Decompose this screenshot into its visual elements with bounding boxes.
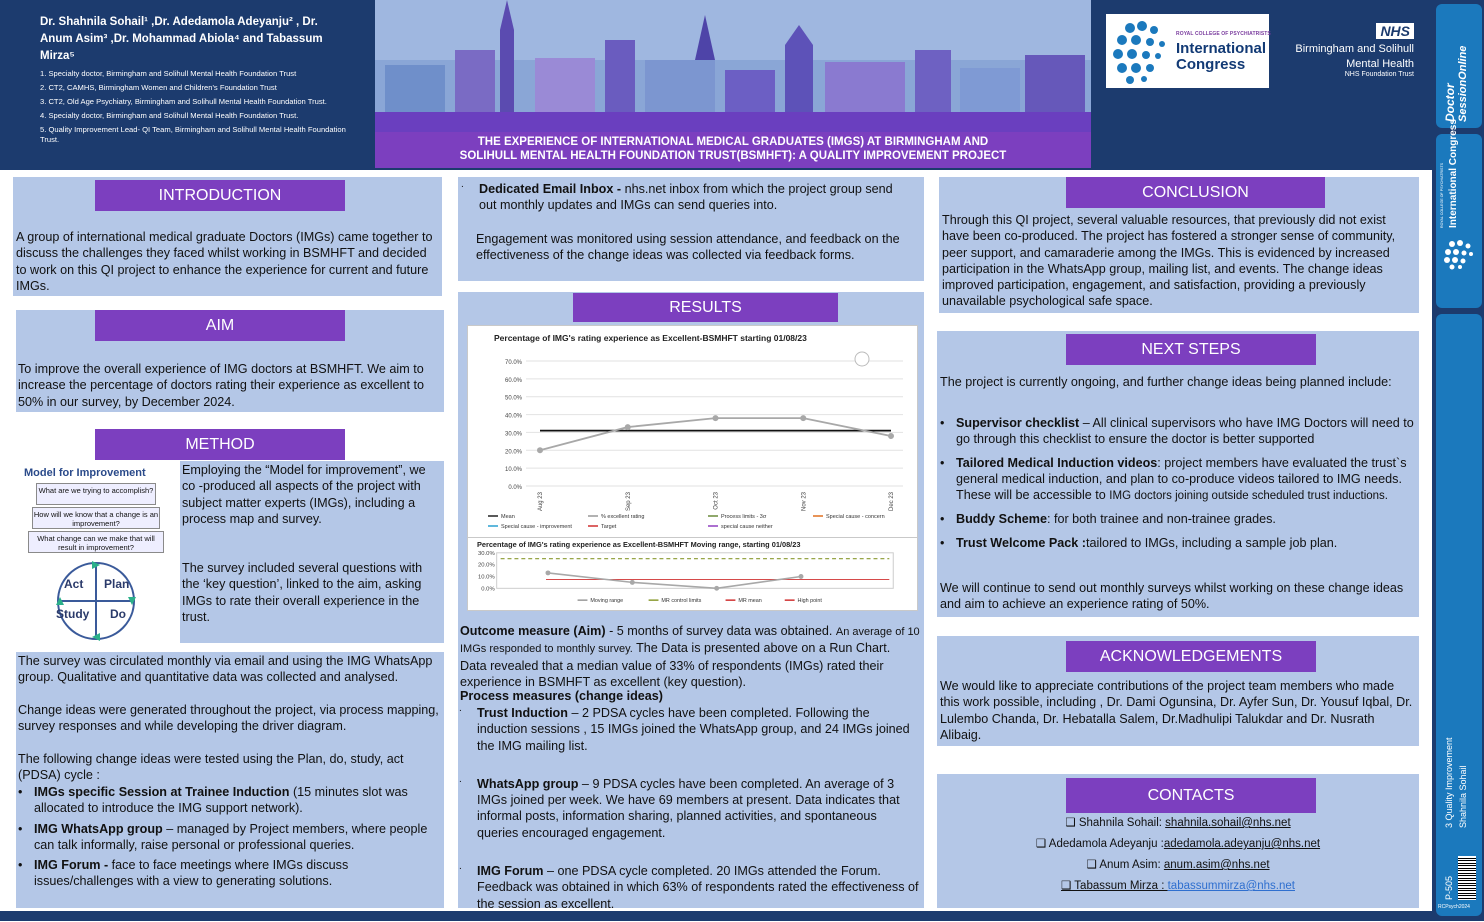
chart-1-legend-label: Special cause - concern <box>826 514 885 520</box>
dedicated-email-item <box>461 181 911 224</box>
chart-1-legend-label: Target <box>601 524 617 530</box>
chart-2-point <box>714 586 719 591</box>
barcode-icon <box>1458 856 1476 900</box>
moving-range-chart <box>468 537 917 611</box>
affiliation-5: 5. Quality Improvement Lead- QI Team, Birmingham and Solihull Mental Health Foundation Trust. <box>40 125 346 144</box>
presenter-label: Shahnila Sohail <box>1458 765 1468 828</box>
outcome-text-1: - 5 months of survey data was obtained. <box>605 624 836 638</box>
process-measure-1-text: – 2 PDSA cycles have been completed. Following the induction sessions , 15 IMGs joined the WhatsApp group, and 24 IMGs joined the IMG mailing list. <box>477 706 910 753</box>
chart-1-legend-label: special cause neither <box>721 524 773 530</box>
next-steps-list <box>938 415 1416 558</box>
next-step-3-text: : for both trainee and non-trainee grades. <box>1046 512 1276 527</box>
conclusion-text: Through this QI project, several valuable resources, that previously did not exist have been co-produced. The project has fostered a stronger sense of community, peer support, and camaraderie among the IMGs. This is evidenced by increased participation in the WhatsApp group, mailing list, and events. The change ideas improved participation, engagement, and satisfaction, providing a previously unavailable psychological safe space. <box>942 213 1396 309</box>
contact-3-email-link[interactable]: anum.asim@nhs.net <box>1163 859 1270 871</box>
contacts-list <box>937 813 1419 897</box>
outcome-title: Outcome measure (Aim) <box>460 624 606 638</box>
footer-label: RCPsych2024 <box>1438 904 1470 910</box>
introduction-text: A group of international medical graduate Doctors (IMGs) came together to discuss the challenges they faced whilst working in BSMHFT and decided to work on this QI project to enhance the experience for current and future IMGs. <box>16 230 433 293</box>
nhs-logo: NHS <box>1376 23 1414 39</box>
method-paragraph-4: Change ideas were generated throughout the project, via process mapping, survey responses and while developing the driver diagram. <box>18 703 439 734</box>
pdsa-do: Do <box>110 607 126 621</box>
rcpsych-small-text: ROYAL COLLEGE OF PSYCHIATRISTS <box>1176 31 1271 37</box>
method-paragraph-2: The survey included several questions with the ‘key question’, linked to the aim, asking IMGs to rate their overall experience in the trust. <box>182 561 423 624</box>
rcpsych-congress: Congress <box>1176 56 1246 73</box>
model-question-1: What are we trying to accomplish? <box>36 483 156 505</box>
run-charts <box>467 325 918 611</box>
change-idea-1-title: IMGs specific Session at Trainee Induction <box>34 785 290 799</box>
chart-1-ytick: 30.0% <box>504 431 522 438</box>
chart-1-ytick: 10.0% <box>504 467 522 474</box>
poster-title-line-2: SOLIHULL MENTAL HEALTH FOUNDATION TRUST(BSMHFT): A QUALITY IMPROVEMENT PROJECT <box>459 150 1007 162</box>
next-step-2-small: IMG doctors joining outside scheduled trust inductions. <box>1109 490 1389 503</box>
chart-1-xtick: Oct 23 <box>713 492 720 510</box>
chart-2-moving-range-line <box>548 573 801 588</box>
model-heading: Model for Improvement <box>24 467 146 479</box>
chart-1-point <box>888 433 894 439</box>
next-steps-intro: The project is currently ongoing, and further change ideas being planned include: <box>940 375 1392 389</box>
chart-1-point <box>537 447 543 453</box>
chart-1-xtick: Nov 23 <box>801 492 808 512</box>
chart-2-title: Percentage of IMG's rating experience as Excellent-BSMHFT Moving range, starting 01/08/23 <box>476 539 801 549</box>
next-steps-outro: We will continue to send out monthly surveys whilst working on these change ideas and aim to achieve an experience rating of 50%. <box>940 581 1404 612</box>
next-step-1-title: Supervisor checklist <box>956 416 1080 430</box>
next-step-1 <box>938 415 1416 448</box>
model-question-3: What change can we make that will result in improvement? <box>28 531 164 553</box>
contact-4-name: ❑ Tabassum Mirza : <box>1061 880 1168 892</box>
results-title: RESULTS <box>573 293 838 322</box>
chart-2-legend-label: MR mean <box>738 598 762 605</box>
contact-row-3 <box>937 855 1419 876</box>
chart-1-ytick: 40.0% <box>504 413 522 420</box>
doctor-session-online-badge <box>1436 4 1482 128</box>
conclusion-title: CONCLUSION <box>1066 177 1325 208</box>
affiliation-1: 1. Specialty doctor, Birmingham and Solihull Mental Health Foundation Trust <box>40 69 297 78</box>
acknowledgements-text: We would like to appreciate contributions of the project team members who made this work possible, including , Dr. Dami Ogunsina, Dr. Ayfer Sun, Dr. Yousuf Iqbal, Dr. Lulembo Chanda, Dr. Hebatalla Salem, Dr.Madhulipi Talukdar and Dr. Nusrath Alibaig. <box>940 679 1413 742</box>
chart-2-ytick: 30.0% <box>477 550 495 557</box>
next-step-4 <box>938 535 1416 551</box>
aim-text: To improve the overall experience of IMG doctors at BSMHFT. We aim to increase the percentage of doctors rating their experience as excellent to 50% in our survey, by December 2024. <box>18 362 425 409</box>
next-step-3 <box>938 511 1416 527</box>
author-names: Dr. Shahnila Sohail¹ ,Dr. Adedamola Adeyanju² , Dr. Anum Asim³ ,Dr. Mohammad Abiola⁴ and Tabassum Mirza⁵ <box>40 16 323 62</box>
model-for-improvement-diagram <box>12 461 180 643</box>
poster-info-badge <box>1436 314 1482 916</box>
change-idea-3 <box>16 857 444 890</box>
aim-title: AIM <box>95 310 345 341</box>
outcome-text-small: An average of 10 IMGs responded to monthly survey. <box>460 626 920 656</box>
rcpsych-dots-icon <box>1110 18 1172 84</box>
nhs-org-line-1: Birmingham and Solihull <box>1295 43 1414 55</box>
engagement-text: Engagement was monitored using session attendance, and feedback on the effectiveness of the change ideas was collected via feedback forms. <box>476 232 900 263</box>
run-chart-excellent-rating <box>468 326 917 536</box>
chart-1-ytick: 70.0% <box>504 360 522 366</box>
congress-dots-icon <box>1442 238 1476 272</box>
congress-small-label: ROYAL COLLEGE OF PSYCHIATRISTS <box>1440 162 1444 228</box>
rcpsych-congress-text <box>1176 41 1266 73</box>
chart-2-ytick: 20.0% <box>477 562 495 569</box>
process-measure-1 <box>459 705 921 754</box>
process-measure-2-text: – 9 PDSA cycles have been completed. An average of 3 IMGs joined per week. We have 69 members at present. Data indicates that informal posts, information sharing, planned activities, and spontaneous queries encouraged engagement. <box>477 776 900 840</box>
outcome-measure-text <box>460 623 920 690</box>
contact-3-name: ❑ Anum Asim: <box>1086 859 1164 871</box>
chart-1-ytick: 50.0% <box>504 395 522 402</box>
method-paragraph-5: The following change ideas were tested using the Plan, do, study, act (PDSA) cycle : <box>18 752 404 783</box>
nhs-foundation-trust: NHS Foundation Trust <box>1344 71 1414 78</box>
contact-2-name: ❑ Adedamola Adeyanju : <box>1035 838 1164 850</box>
chart-1-point <box>800 415 806 421</box>
next-step-3-title: Buddy Scheme <box>956 512 1047 527</box>
poster-id-label: P-505 <box>1444 875 1454 900</box>
contact-4-email-link[interactable]: tabassummirza@nhs.net <box>1167 880 1295 892</box>
congress-label: International Congress <box>1448 119 1459 228</box>
contact-row-2 <box>937 834 1419 855</box>
chart-2-legend-label: High point <box>797 598 822 605</box>
next-step-2-text: : project members have evaluated the trust`s general medical induction, and plan to co-produce videos tailored to IMG needs. These will be accessible to <box>956 455 1407 503</box>
next-step-2 <box>938 455 1416 505</box>
poster-header <box>0 0 1432 170</box>
chart-1-title: Percentage of IMG's rating experience as Excellent-BSMHFT starting 01/08/23 <box>494 333 807 343</box>
contacts-title: CONTACTS <box>1066 778 1316 813</box>
contact-1-email-link[interactable]: shahnila.sohail@nhs.net <box>1165 817 1291 829</box>
chart-2-point <box>546 570 551 575</box>
chart-1-legend-label: Process limits - 3σ <box>721 514 767 520</box>
method-paragraph-3: The survey was circulated monthly via email and using the IMG WhatsApp group. Qualitative and quantitative data was collected and analysed. <box>18 654 433 685</box>
outcome-text-2: The Data is presented above on a Run Chart. Data revealed that a median value of 33% of respondents (IMGs) rated their experience in BSMHFT as excellent (key question). <box>460 641 891 689</box>
chart-2-ytick: 10.0% <box>477 574 495 581</box>
next-steps-title: NEXT STEPS <box>1066 334 1316 365</box>
chart-1-xtick: Dec 23 <box>889 492 895 512</box>
session-online-label: SessionOnline <box>1457 45 1469 122</box>
next-step-1-text: – All clinical supervisors who have IMG Doctors will need to go through this checklist to ensure the doctor is better supported <box>956 416 1414 447</box>
change-idea-3-title: IMG Forum - <box>34 858 109 873</box>
chart-2-legend-label: MR control limits <box>661 598 702 605</box>
next-step-4-text: tailored to IMGs, including a sample job plan. <box>1085 535 1338 550</box>
chart-1-ytick: 60.0% <box>504 377 522 384</box>
chart-1-legend-label: % excellent rating <box>601 514 645 520</box>
pdsa-study: Study <box>56 607 90 621</box>
process-measure-1-title: Trust Induction <box>477 706 568 720</box>
process-measures-list <box>459 705 921 922</box>
chart-2-point <box>799 574 804 579</box>
affiliation-4: 4. Specialty doctor, Birmingham and Solihull Mental Health Foundation Trust. <box>40 111 299 120</box>
dedicated-email-title: Dedicated Email Inbox - <box>479 182 625 196</box>
category-label: 3 Quality Improvement <box>1444 737 1454 828</box>
poster-title <box>375 132 1091 168</box>
chart-1-legend-label: Mean <box>501 514 515 520</box>
rcpsych-international: International <box>1176 40 1267 57</box>
change-idea-2-text: – managed by Project members, where people can talk informally, raise personal or professional queries. <box>34 821 428 852</box>
chart-1-ytick: 0.0% <box>508 485 522 491</box>
process-measure-3-title: IMG Forum <box>477 864 544 879</box>
rcpsych-congress-logo <box>1106 14 1269 88</box>
process-measure-3 <box>459 863 921 912</box>
affiliation-3: 3. CT2, Old Age Psychiatry, Birmingham and Solihull Mental Health Foundation Trust. <box>40 97 327 106</box>
chart-2-ytick: 0.0% <box>481 586 495 593</box>
affiliation-2: 2. CT2, CAMHS, Birmingham Women and Children's Foundation Trust <box>40 83 277 92</box>
chart-1-ytick: 20.0% <box>504 449 522 456</box>
contact-1-name: ❑ Shahnila Sohail: <box>1065 817 1166 829</box>
chart-2-point <box>630 580 635 585</box>
acknowledgements-title: ACKNOWLEDGEMENTS <box>1066 641 1316 672</box>
bottom-bar <box>0 911 1432 921</box>
model-question-2: How will we know that a change is an improvement? <box>32 507 160 529</box>
method-title: METHOD <box>95 429 345 460</box>
nhs-org-line-2: Mental Health <box>1346 57 1414 70</box>
author-block <box>40 14 350 145</box>
chart-1-point <box>713 415 719 421</box>
chart-1-xtick: Sep 23 <box>625 492 632 512</box>
chart-1-xtick: Aug 23 <box>538 492 544 512</box>
pdsa-plan: Plan <box>104 577 130 591</box>
dedicated-email-text: nhs.net inbox from which the project group send out monthly updates and IMGs can send queries into. <box>479 182 893 213</box>
contact-row-4 <box>937 876 1419 897</box>
session-sidebar <box>1432 0 1484 921</box>
chart-1-icon <box>855 352 869 366</box>
city-skyline-image <box>375 0 1091 132</box>
dedicated-email-bullet <box>461 181 911 214</box>
pdsa-act: Act <box>64 577 84 591</box>
chart-1-legend-label: Special cause - improvement <box>501 524 572 530</box>
nhs-trust-logo <box>1282 23 1414 78</box>
pdsa-cycle-icon <box>40 559 152 643</box>
change-ideas-list <box>16 784 444 894</box>
change-idea-1 <box>16 784 444 817</box>
contact-2-email-link[interactable]: adedamola.adeyanju@nhs.net <box>1163 838 1321 850</box>
method-paragraph-1: Employing the “Model for improvement”, we co -produced all aspects of the project with subject matter experts (IMGs), including a process map and survey. <box>182 463 426 526</box>
change-idea-1-text: (15 minutes slot was allocated to introduce the IMG support network). <box>34 785 408 816</box>
change-idea-3-text: face to face meetings where IMGs discuss issues/challenges with a view to generating solutions. <box>34 858 349 889</box>
process-measures-heading: Process measures (change ideas) <box>460 689 664 703</box>
chart-1-excellent-line <box>540 418 891 450</box>
change-idea-2 <box>16 821 444 854</box>
introduction-title: INTRODUCTION <box>95 180 345 211</box>
process-measure-2-title: WhatsApp group <box>477 776 579 791</box>
contact-row-1 <box>937 813 1419 834</box>
process-measure-2 <box>459 776 921 841</box>
process-measure-3-text: – one PDSA cycle completed. 20 IMGs attended the Forum. Feedback was obtained in which 63% of respondents rated the effectiveness of the session as excellent. <box>477 864 919 911</box>
change-idea-2-title: IMG WhatsApp group <box>34 821 163 836</box>
congress-badge <box>1436 119 1482 308</box>
next-step-2-title: Tailored Medical Induction videos <box>956 455 1158 470</box>
chart-2-legend-label: Moving range <box>590 598 624 605</box>
poster-title-line-1: THE EXPERIENCE OF INTERNATIONAL MEDICAL GRADUATES (IMGS) AT BIRMINGHAM AND <box>477 136 989 148</box>
doctor-label: Doctor <box>1443 83 1457 122</box>
chart-1-point <box>625 424 631 430</box>
next-step-4-title: Trust Welcome Pack : <box>956 535 1086 550</box>
